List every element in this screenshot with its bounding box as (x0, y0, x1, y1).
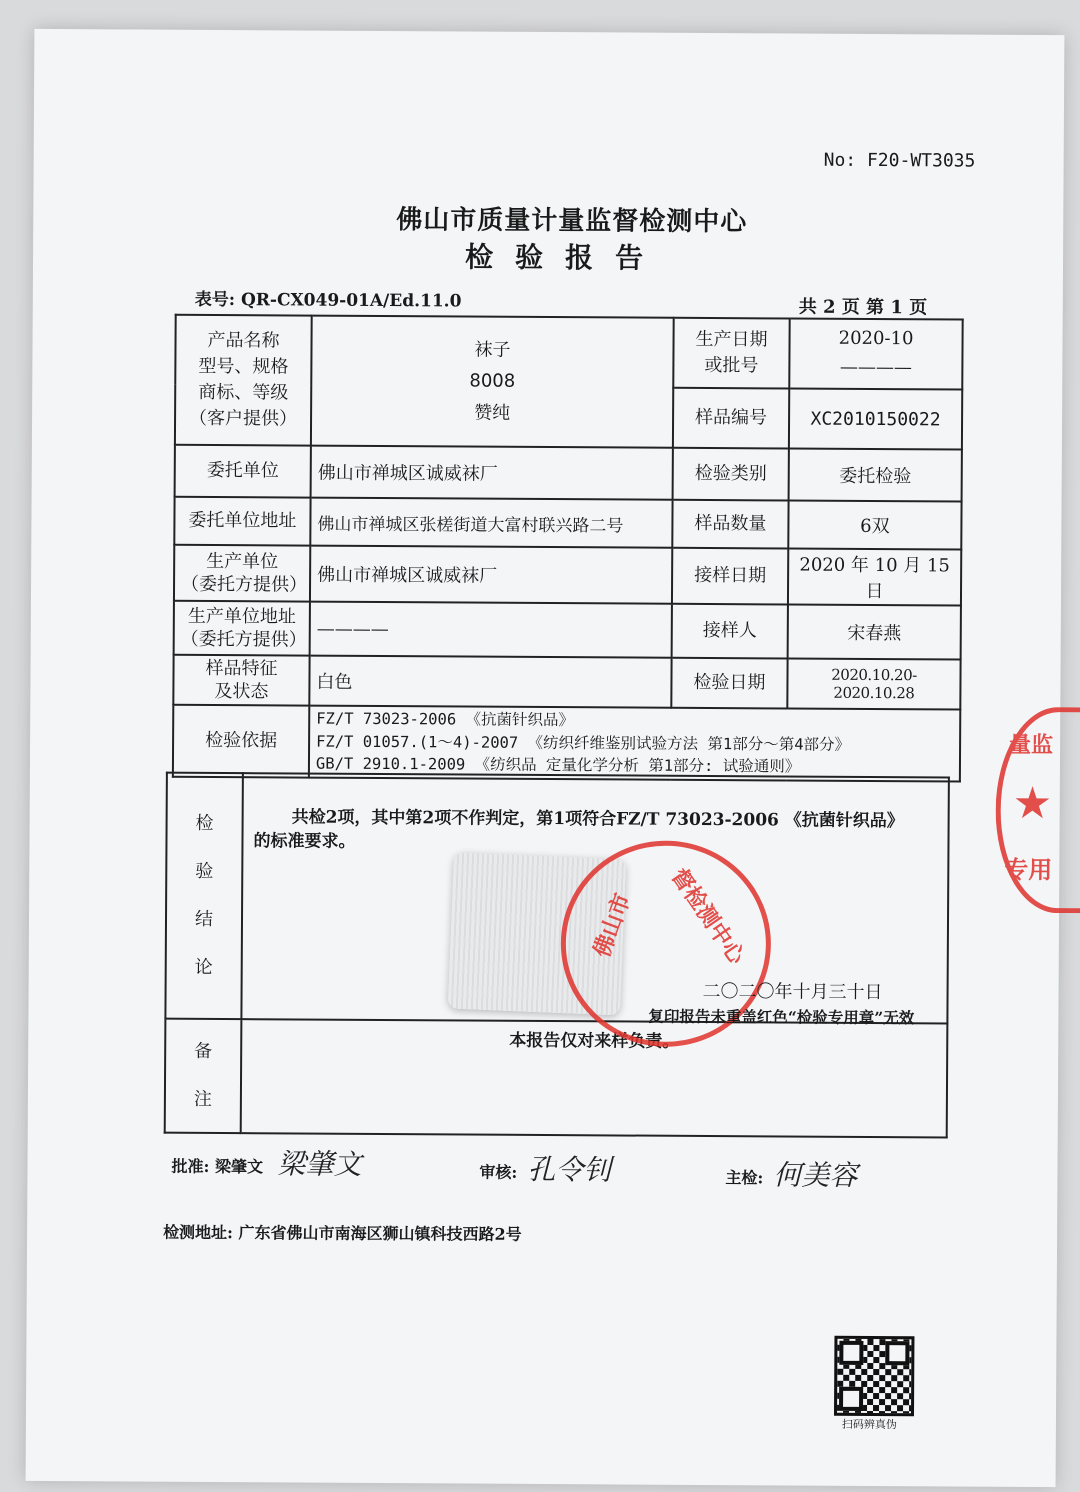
sample-no-label: 样品编号 (673, 388, 789, 449)
approve-signature: 梁肇文 (277, 1147, 362, 1181)
label-client-provided: （客户提供） (189, 407, 298, 430)
qr-finder (839, 1387, 863, 1411)
document-number: No: F20-WT3035 (823, 149, 976, 172)
center-name: 佛山市质量计量监督检测中心 (396, 205, 748, 238)
side-stamp-top-text: 量监 (1009, 731, 1054, 759)
product-info-label (175, 315, 312, 446)
chief-signature: 何美容 (773, 1158, 858, 1192)
form-number: 表号: QR-CX049-01A/Ed.11.0 (194, 289, 462, 312)
product-info-value (311, 316, 674, 448)
approve-label: 批准: (171, 1156, 210, 1176)
product-brand: 赞纯 (474, 402, 511, 424)
qr-code[interactable] (834, 1336, 914, 1416)
conclusion-char: 结 (194, 908, 214, 930)
stamp-right-text: 督检测中心 (665, 863, 750, 970)
sample-no: XC2010150022 (789, 388, 962, 449)
page-info: 共 2 页 第 1 页 (798, 296, 928, 319)
sample-feature-label (173, 655, 309, 706)
client-addr-label: 委托单位地址 (174, 497, 310, 546)
receiver: 宋春燕 (788, 604, 961, 659)
review-signature: 孔令钊 (527, 1152, 612, 1187)
label-status: 及状态 (214, 680, 269, 703)
remark-char: 备 (194, 1040, 213, 1062)
receive-date: 2020 年 10 月 15 日 (788, 548, 961, 605)
conclusion-label (165, 773, 243, 1019)
basis-label: 检验依据 (173, 705, 309, 778)
copy-note: 复印报告未重盖红色“检验专用章”无效 (648, 1006, 915, 1028)
qr-finder (885, 1341, 909, 1365)
producer-value: 佛山市禅城区诚威袜厂 (310, 546, 672, 604)
side-stamp-text: 专用 (1004, 854, 1053, 885)
report-title: 检验报告 (464, 240, 666, 275)
star-icon: ★ (1012, 777, 1053, 830)
prod-date-value (789, 318, 962, 389)
inspect-date: 2020.10.20-2020.10.28 (787, 658, 960, 709)
conclusion-text: 共检2项，其中第2项不作判定，第1项符合FZ/T 73023-2006 《抗菌针织品》 (291, 807, 904, 832)
report-table (172, 314, 964, 783)
remark-value: 本报告仅对来样负责。 (241, 1019, 948, 1137)
sample-qty-label: 样品数量 (672, 500, 788, 549)
producer-label (174, 545, 310, 602)
label-sample-feature: 样品特征 (205, 657, 278, 679)
label-producer-addr-provided: （委托方提供） (180, 628, 307, 651)
client-value: 佛山市禅城区诚威袜厂 (311, 446, 673, 500)
chief-label: 主检: (725, 1168, 764, 1188)
label-product-name: 产品名称 (207, 329, 280, 352)
conclusion-char: 论 (194, 956, 213, 978)
label-prod-date: 生产日期 (695, 328, 768, 351)
qr-caption: 扫码辨真伪 (841, 1417, 897, 1432)
label-batch: 或批号 (704, 354, 759, 377)
receiver-label: 接样人 (672, 604, 788, 659)
product-name: 袜子 (474, 339, 511, 361)
batch-number: ———— (839, 356, 912, 379)
stamp-left-text: 佛山市 (588, 889, 637, 961)
prod-date: 2020-10 (838, 327, 914, 350)
test-address: 检测地址: 广东省佛山市南海区狮山镇科技西路2号 (163, 1222, 522, 1244)
inspect-type: 委托检验 (789, 448, 962, 501)
client-label: 委托单位 (175, 445, 311, 498)
label-producer-addr: 生产单位地址 (187, 605, 296, 628)
label-producer: 生产单位 (206, 550, 279, 572)
side-stamp (995, 707, 1080, 914)
label-provided-by-client: （委托方提供） (180, 573, 308, 596)
remark-label (165, 1019, 242, 1133)
basis-list (309, 706, 960, 782)
basis-item: GB/T 2910.1-2009 《纺织品 定量化学分析 第1部分: 试验通则》 (315, 754, 801, 776)
client-addr: 佛山市禅城区张槎街道大富村联兴路二号 (310, 498, 672, 548)
basis-item: FZ/T 01057.(1～4)-2007 《纺织纤维鉴别试验方法 第1部分～第4部分》 (316, 732, 851, 754)
conclusion-date: 二〇二〇年十月三十日 (702, 980, 883, 1004)
prod-date-label (673, 318, 789, 389)
basis-item: FZ/T 73023-2006 《抗菌针织品》 (316, 709, 575, 730)
label-model: 型号、规格 (198, 355, 289, 378)
sample-qty: 6双 (788, 500, 961, 549)
receive-date-label: 接样日期 (672, 548, 788, 605)
approve-row (171, 1154, 263, 1178)
inspect-type-label: 检验类别 (673, 448, 789, 501)
producer-addr-label (174, 601, 310, 656)
label-brand: 商标、等级 (198, 381, 289, 404)
product-model: 8008 (469, 370, 516, 393)
report-paper (26, 29, 1065, 1487)
sample-feature: 白色 (309, 656, 671, 708)
conclusion-table (164, 772, 950, 1139)
conclusion-text-line2: 的标准要求。 (253, 831, 356, 852)
review-label: 审核: (479, 1162, 518, 1182)
remark-char: 注 (193, 1088, 212, 1110)
conclusion-char: 验 (195, 860, 214, 882)
conclusion-cell (241, 773, 948, 1028)
inspect-date-label: 检验日期 (671, 658, 787, 709)
conclusion-char: 检 (195, 812, 214, 834)
qr-finder (839, 1341, 863, 1365)
producer-addr: ———— (310, 602, 672, 658)
approve-name: 梁肇文 (214, 1156, 264, 1177)
